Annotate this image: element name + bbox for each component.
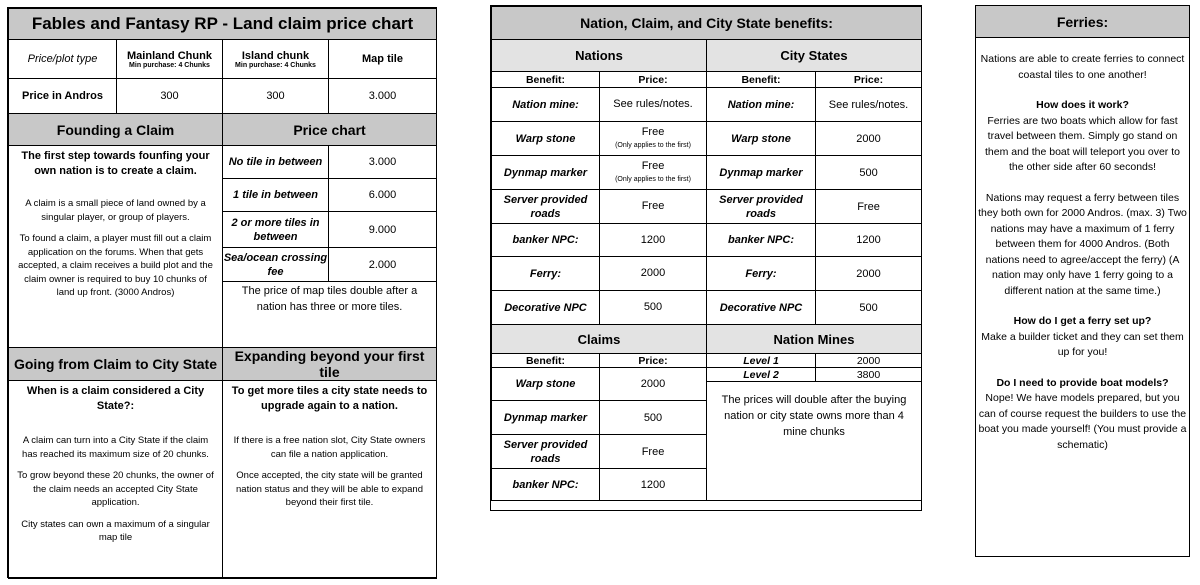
ferries-question-3: Do I need to provide boat models? — [996, 376, 1169, 389]
nation-price-value: 2000 — [640, 267, 666, 279]
mainland-chunk-min: Min purchase: 4 Chunks — [129, 61, 210, 69]
city-price: 500 — [816, 291, 922, 325]
price-chart-note: The price of map tiles double after a nation has three or more tiles. — [223, 282, 437, 348]
page-title: Fables and Fantasy RP - Land claim price chart — [9, 9, 437, 40]
nation-price — [600, 224, 707, 257]
nation-benefit: banker NPC: — [492, 224, 600, 257]
claim-to-city-body — [9, 381, 223, 579]
nation-price-value: 500 — [643, 301, 663, 313]
nation-benefit: Warp stone — [492, 122, 600, 156]
benefit-row — [492, 291, 922, 325]
claim-to-city-lead: When is a claim considered a City State?: — [26, 385, 205, 412]
claims-price-col: Price: — [600, 354, 707, 368]
nation-benefit: Ferry: — [492, 257, 600, 291]
mine-level-2-label: Level 2 — [707, 368, 816, 382]
price-type-header: Price/plot type — [9, 40, 117, 79]
mine-level-1-price: 2000 — [816, 354, 922, 368]
expanding-para-1: If there is a free nation slot, City State owners can file a nation application. — [233, 435, 426, 460]
expanding-body — [223, 381, 437, 579]
ferries-title: Ferries: — [976, 6, 1189, 38]
price-chart-label: No tile in between — [223, 146, 329, 179]
claim-benefit: banker NPC: — [492, 469, 600, 501]
city-price: 1200 — [816, 224, 922, 257]
ferries-question-2: How do I get a ferry set up? — [1013, 315, 1152, 327]
claim-to-city-para-3: City states can own a maximum of a singular map tile — [21, 518, 210, 543]
city-price: Free — [816, 190, 922, 224]
city-states-heading: City States — [707, 40, 922, 72]
nation-price — [600, 122, 707, 156]
nation-price-value: Free — [641, 200, 665, 212]
nation-price-note: (Only applies to the first) — [615, 175, 691, 183]
island-chunk-min: Min purchase: 4 Chunks — [235, 61, 316, 69]
mainland-price: 300 — [117, 79, 223, 114]
island-chunk-title: Island chunk — [241, 49, 310, 62]
ferries-body — [976, 38, 1189, 453]
mine-level-1-label: Level 1 — [707, 354, 816, 368]
map-tile-header: Map tile — [329, 40, 437, 79]
nations-benefit-col: Benefit: — [492, 72, 600, 88]
mines-note: The prices will double after the buying nation or city state owns more than 4 mine chunks — [707, 382, 922, 501]
price-chart-value: 2.000 — [329, 248, 437, 282]
claim-to-city-para-2: To grow beyond these 20 chunks, the owner of the claim needs an accepted City State application. — [17, 470, 214, 508]
nation-price — [600, 156, 707, 190]
city-benefit: banker NPC: — [707, 224, 816, 257]
benefit-row — [492, 190, 922, 224]
city-price: 2000 — [816, 122, 922, 156]
ferries-answer-2: Make a builder ticket and they can set them up for you! — [981, 330, 1184, 358]
city-benefit: Ferry: — [707, 257, 816, 291]
claim-price: 1200 — [600, 469, 707, 501]
ferries-rules: Nations may request a ferry between tiles they both own for 2000 Andros. (max. 3) Two nations may have a maximum of 1 ferry between them for 4000 Andros. (Both nations need to agree/accept the ferry) (A nation may only have 1 ferry going to a different nation at the same time.) — [978, 191, 1187, 297]
price-chart-label: Sea/ocean crossing fee — [223, 248, 329, 282]
founding-claim-para-2: To found a claim, a player must fill out a claim application on the forums. When that gets accepted, a claim receives a build plot and the claim owner is required to buy 10 chunks of land up front. (3000 Andros) — [18, 233, 213, 298]
city-benefit: Server provided roads — [707, 190, 816, 224]
price-chart-label: 1 tile in between — [223, 179, 329, 212]
claim-to-city-para-1: A claim can turn into a City State if the claim has reached its maximum size of 20 chunks. — [22, 435, 209, 460]
ferries-panel — [975, 5, 1190, 557]
benefits-panel — [490, 5, 922, 511]
benefit-row — [492, 88, 922, 122]
island-chunk-header — [223, 40, 329, 79]
price-chart-value: 3.000 — [329, 146, 437, 179]
city-benefit: Decorative NPC — [707, 291, 816, 325]
nation-price-value: See rules/notes. — [613, 98, 693, 110]
claim-to-city-heading: Going from Claim to City State — [9, 348, 223, 381]
price-chart-value: 9.000 — [329, 212, 437, 248]
city-benefit: Dynmap marker — [707, 156, 816, 190]
city-price: 2000 — [816, 257, 922, 291]
map-tile-price: 3.000 — [329, 79, 437, 114]
ferries-answer-3: Nope! We have models prepared, but you can of course request the builders to use the boat you made yourself! (You must provide a schematic) — [978, 392, 1187, 451]
ferries-question-1: How does it work? — [1036, 99, 1129, 111]
nation-price — [600, 190, 707, 224]
claim-benefit: Server provided roads — [492, 435, 600, 469]
island-price: 300 — [223, 79, 329, 114]
nation-price-value: Free — [641, 125, 665, 138]
benefit-row — [492, 224, 922, 257]
nation-price — [600, 291, 707, 325]
benefits-table — [491, 6, 922, 501]
city-benefit: Warp stone — [707, 122, 816, 156]
claim-benefit: Dynmap marker — [492, 401, 600, 435]
claim-price: 500 — [600, 401, 707, 435]
mainland-chunk-title: Mainland Chunk — [127, 49, 212, 62]
nation-mines-heading: Nation Mines — [707, 325, 922, 354]
founding-claim-para-1: A claim is a small piece of land owned by a singular player, or group of players. — [25, 198, 206, 223]
city-benefit: Nation mine: — [707, 88, 816, 122]
nations-heading: Nations — [492, 40, 707, 72]
nation-price — [600, 257, 707, 291]
founding-claim-body — [9, 146, 223, 348]
benefit-row — [492, 257, 922, 291]
city-price: See rules/notes. — [816, 88, 922, 122]
claim-price: 2000 — [600, 368, 707, 401]
nation-price — [600, 88, 707, 122]
land-claim-panel — [7, 7, 437, 578]
mine-level-2-price: 3800 — [816, 368, 922, 382]
price-in-andros-label: Price in Andros — [9, 79, 117, 114]
expanding-lead: To get more tiles a city state needs to upgrade again to a nation. — [231, 385, 428, 412]
founding-claim-lead: The first step towards founfing your own nation is to create a claim. — [21, 150, 210, 177]
ferries-intro: Nations are able to create ferries to connect coastal tiles to one another! — [980, 53, 1185, 81]
claims-benefit-col: Benefit: — [492, 354, 600, 368]
claim-benefit: Warp stone — [492, 368, 600, 401]
nation-price-value: 1200 — [640, 233, 666, 246]
price-chart-value: 6.000 — [329, 179, 437, 212]
land-claim-table — [8, 8, 437, 579]
city-price-col: Price: — [816, 72, 922, 88]
founding-claim-heading: Founding a Claim — [9, 114, 223, 146]
benefits-title: Nation, Claim, and City State benefits: — [492, 7, 922, 40]
expanding-heading: Expanding beyond your first tile — [223, 348, 437, 381]
claims-heading: Claims — [492, 325, 707, 354]
nation-price-note: (Only applies to the first) — [615, 141, 691, 149]
claim-price: Free — [600, 435, 707, 469]
price-chart-heading: Price chart — [223, 114, 437, 146]
nation-benefit: Nation mine: — [492, 88, 600, 122]
nation-benefit: Dynmap marker — [492, 156, 600, 190]
nation-price-value: Free — [641, 159, 665, 172]
city-price: 500 — [816, 156, 922, 190]
price-chart-label: 2 or more tiles in between — [223, 212, 329, 248]
mainland-chunk-header — [117, 40, 223, 79]
nation-benefit: Decorative NPC — [492, 291, 600, 325]
nations-price-col: Price: — [600, 72, 707, 88]
nation-benefit: Server provided roads — [492, 190, 600, 224]
city-benefit-col: Benefit: — [707, 72, 816, 88]
ferries-answer-1: Ferries are two boats which allow for fast travel between them. Simply go stand on them and the boat will teleport you over to the other side after 60 seconds! — [985, 114, 1180, 173]
benefit-row — [492, 156, 922, 190]
benefit-row — [492, 122, 922, 156]
expanding-para-2: Once accepted, the city state will be granted nation status and they will be able to expand beyond their first tile. — [236, 470, 423, 508]
